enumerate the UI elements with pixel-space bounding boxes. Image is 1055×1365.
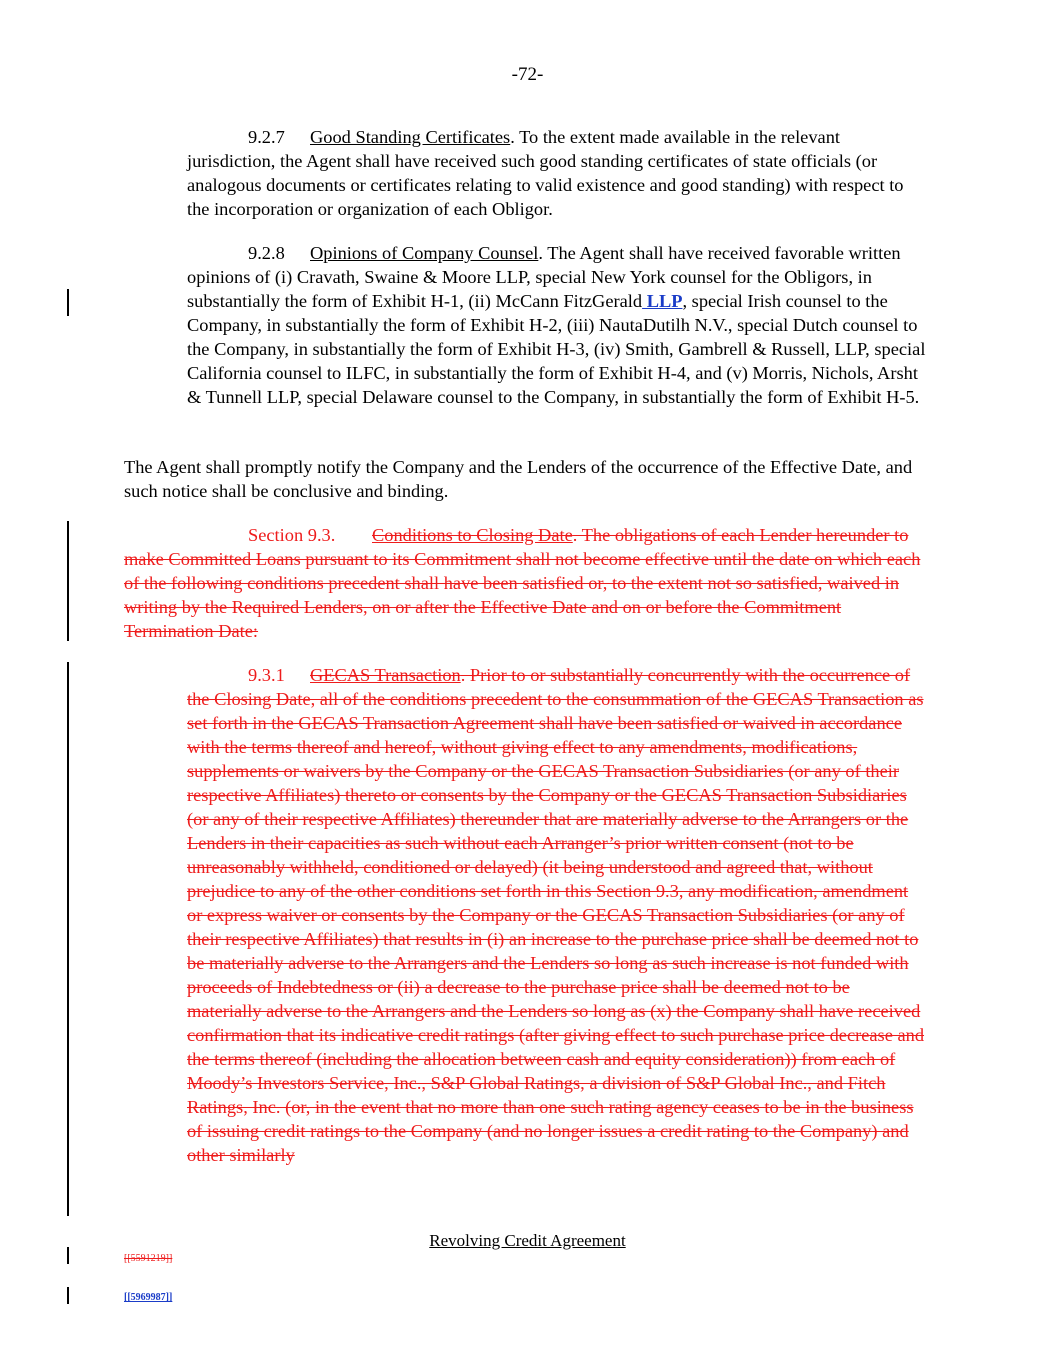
new-document-id: [[5969987]] <box>124 1292 173 1303</box>
section-9-3-deleted <box>124 523 927 643</box>
section-number: Section 9.3. <box>248 525 336 545</box>
old-document-id: [[5591219]] <box>124 1253 173 1264</box>
agent-notice-paragraph: The Agent shall promptly notify the Company and the Lenders of the occurrence of the Effective Date, and such notice shall be conclusive and binding. <box>124 457 913 501</box>
section-body: . To the extent made available in the relevant jurisdiction, the Agent shall have received such good standing certificates of state officials (or analogous documents or certificates relating to valid existence and good standing) with respect to the incorporation or organization of each Obligor. <box>187 127 904 219</box>
page-number: -72- <box>511 64 544 85</box>
change-bar <box>67 1287 69 1304</box>
section-number: 9.2.8 <box>248 243 285 263</box>
section-9-3-1-deleted <box>187 663 927 1167</box>
footer-title: Revolving Credit Agreement <box>429 1231 626 1250</box>
section-heading: Good Standing Certificates <box>310 127 511 147</box>
change-bar <box>67 662 69 1216</box>
section-9-2-7 <box>187 125 927 221</box>
section-number: 9.2.7 <box>248 127 285 147</box>
section-body: . The Agent shall have received favorable written opinions of (i) Cravath, Swaine & Moore LLP, special New York counsel for the Obligors, in substantially the form of Exhibit H-1, (ii) McCann FitzGerald <box>187 243 901 311</box>
section-body: . The obligations of each Lender hereunder to make Committed Loans pursuant to its Commitment shall not become effective until the date on which each of the following conditions precedent shall have been satisfied or, to the extent not so satisfied, waived in writing by the Required Lenders, on or after the Effective Date and on or before the Commitment Termination Date: <box>124 525 921 641</box>
section-body: . Prior to or substantially concurrently with the occurrence of the Closing Date, all of the conditions precedent to the consummation of the GECAS Transaction as set forth in the GECAS Transaction Agreement shall have been satisfied or waived in accordance with the terms thereof and hereof, without giving effect to any amendments, modifications, supplements or waivers by the Company or the GECAS Transaction Subsidiaries (or any of their respective Affiliates) thereto or consents by the Company or the GECAS Transaction Subsidiaries (or any of their respective Affiliates) thereunder that are materially adverse to the Arrangers or the Lenders in their capacities as such without each Arranger’s prior written consent (not to be unreasonably withheld, conditioned or delayed) (it being understood and agreed that, without prejudice to any of the other conditions set forth in this Section 9.3, any modification, amendment or express waiver or consents by the Company or the GECAS Transaction Subsidiaries (or any of their respective Affiliates) that results in (i) an increase to the purchase price shall be deemed not to be materially adverse to the Arrangers and the Lenders so long as such increase is not funded with proceeds of Indebtedness or (ii) a decrease to the purchase price shall be deemed not to be materially adverse to the Arrangers and the Lenders so long as (x) the Company shall have received confirmation that its indicative credit ratings (after giving effect to such purchase price decrease and the terms thereof (including the allocation between cash and equity consideration)) from each of Moody’s Investors Service, Inc., S&P Global Ratings, a division of S&P Global Inc., and Fitch Ratings, Inc. (or, in the event that no more than one such rating agency ceases to be in the business of issuing credit ratings to the Company (and no longer issues a credit rating to the Company) and other similarly <box>187 665 925 1165</box>
section-heading: Conditions to Closing Date <box>372 525 573 545</box>
section-9-2-8 <box>187 241 927 409</box>
change-bar <box>67 289 69 316</box>
change-bar <box>67 521 69 641</box>
section-heading: GECAS Transaction <box>310 665 461 685</box>
inserted-text: LLP <box>642 291 683 311</box>
section-heading: Opinions of Company Counsel <box>310 243 539 263</box>
section-number: 9.3.1 <box>248 665 285 685</box>
section-body-continued: , special Irish counsel to the Company, in substantially the form of Exhibit H-2, (iii) NautaDutilh N.V., special Dutch counsel to the Company, in substantially the form of Exhibit H-3, (iv) Smith, Gambrell & Russell, LLP, special California counsel to ILFC, in substantially the form of Exhibit H-4, and (v) Morris, Nichols, Arsht & Tunnell LLP, special Delaware counsel to the Company, in substantially the form of Exhibit H-5. <box>187 291 926 407</box>
